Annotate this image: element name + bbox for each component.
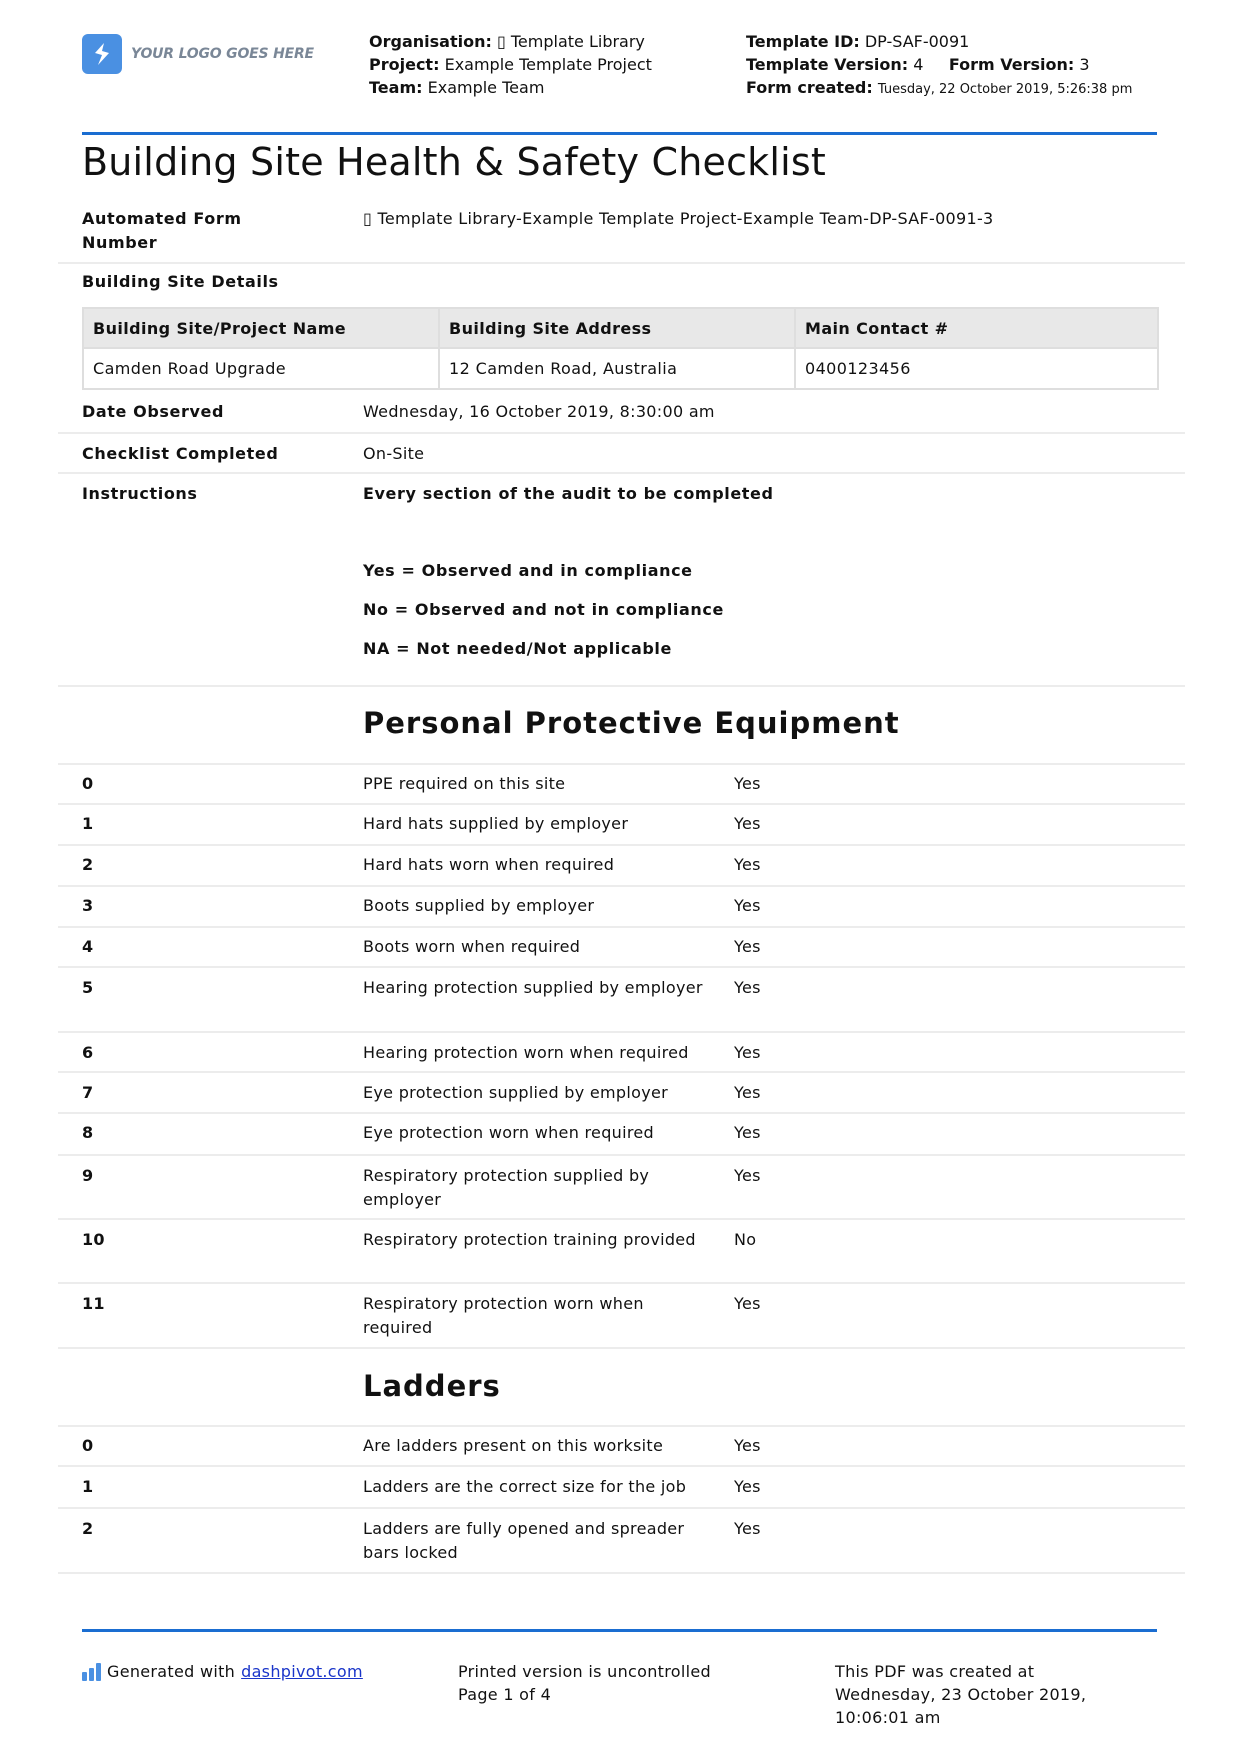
footer-divider: [82, 1629, 1157, 1632]
divider: [58, 844, 1185, 846]
template-version-value: 4: [913, 55, 924, 74]
item-question: Hearing protection supplied by employer: [363, 978, 703, 997]
item-answer: Yes: [734, 1477, 761, 1496]
divider: [58, 262, 1185, 264]
created-line: 10:06:01 am: [835, 1708, 941, 1727]
field-label: Building Site Details: [82, 272, 279, 291]
divider: [58, 1425, 1185, 1427]
organisation-value: Template Library: [510, 32, 645, 51]
item-question: Ladders are fully opened and spreader bars locked: [363, 1519, 685, 1562]
item-question: Eye protection supplied by employer: [363, 1083, 669, 1102]
table-header-row: [83, 308, 1158, 348]
instruction-line: Yes = Observed and in compliance: [363, 561, 693, 580]
divider: [58, 1031, 1185, 1033]
item-answer: Yes: [734, 1043, 761, 1062]
dashpivot-bars-icon: [82, 1663, 101, 1681]
created-line: Wednesday, 23 October 2019,: [835, 1685, 1087, 1704]
item-answer: Yes: [734, 1519, 761, 1538]
item-answer: Yes: [734, 896, 761, 915]
divider: [58, 1572, 1185, 1574]
team-value: Example Team: [427, 78, 545, 97]
divider: [58, 1507, 1185, 1509]
divider: [58, 885, 1185, 887]
table-header-cell: Building Site Address: [439, 308, 795, 348]
table-header-cell: Building Site/Project Name: [83, 308, 439, 348]
template-id-value: DP-SAF-0091: [864, 32, 970, 51]
item-number: 3: [82, 896, 94, 915]
field-value: On-Site: [363, 444, 425, 463]
instruction-line: Every section of the audit to be completed: [363, 484, 774, 503]
item-question: Respiratory protection worn when required: [363, 1294, 644, 1337]
item-answer: Yes: [734, 1294, 761, 1313]
generated-text: Generated with: [107, 1662, 236, 1681]
item-question: PPE required on this site: [363, 774, 566, 793]
field-label: Date Observed: [82, 402, 225, 421]
form-created-label: Form created:: [746, 78, 873, 97]
field-value: Wednesday, 16 October 2019, 8:30:00 am: [363, 402, 715, 421]
form-created-value: Tuesday, 22 October 2019, 5:26:38 pm: [877, 82, 1133, 97]
divider: [58, 1154, 1185, 1156]
item-question: Respiratory protection training provided: [363, 1230, 696, 1249]
divider: [58, 1218, 1185, 1220]
instruction-line: NA = Not needed/Not applicable: [363, 639, 672, 658]
divider: [58, 472, 1185, 474]
item-answer: Yes: [734, 1123, 761, 1142]
item-number: 8: [82, 1123, 94, 1142]
automated-form-number-field: [58, 207, 1185, 255]
item-answer: Yes: [734, 1436, 761, 1455]
item-answer: Yes: [734, 937, 761, 956]
item-answer: Yes: [734, 855, 761, 874]
item-number: 1: [82, 1477, 94, 1496]
item-number: 10: [82, 1230, 105, 1249]
item-answer: Yes: [734, 978, 761, 997]
item-question: Boots worn when required: [363, 937, 581, 956]
instruction-line: No = Observed and not in compliance: [363, 600, 724, 619]
project-value: Example Template Project: [444, 55, 652, 74]
field-label: Automated Form Number: [82, 209, 242, 252]
item-question: Hearing protection worn when required: [363, 1043, 689, 1062]
header-organisation-block: [369, 30, 729, 99]
divider: [58, 685, 1185, 687]
project-label: Project:: [369, 55, 440, 74]
page-number: Page 1 of 4: [458, 1685, 552, 1704]
logo-text: YOUR LOGO GOES HERE: [131, 46, 314, 62]
form-number-icon: ▯: [363, 209, 373, 228]
item-number: 5: [82, 978, 94, 997]
item-number: 2: [82, 1519, 94, 1538]
item-number: 7: [82, 1083, 94, 1102]
form-number-value: Template Library-Example Template Project-Example Team-DP-SAF-0091-3: [377, 209, 994, 228]
table-cell: Camden Road Upgrade: [83, 348, 439, 389]
logo-mark-icon: [82, 34, 122, 74]
item-question: Are ladders present on this worksite: [363, 1436, 664, 1455]
item-answer: Yes: [734, 1166, 761, 1185]
table-header-cell: Main Contact #: [795, 308, 1158, 348]
section-heading-ppe: Personal Protective Equipment: [363, 706, 900, 740]
item-question: Eye protection worn when required: [363, 1123, 654, 1142]
divider: [58, 803, 1185, 805]
organisation-icon: ▯: [496, 32, 506, 51]
table-cell: 0400123456: [795, 348, 1158, 389]
footer-middle: [458, 1660, 788, 1706]
template-version-label: Template Version:: [746, 55, 909, 74]
item-answer: Yes: [734, 814, 761, 833]
dashpivot-link[interactable]: dashpivot.com: [241, 1662, 363, 1681]
item-number: 1: [82, 814, 94, 833]
header-divider: [82, 132, 1157, 135]
field-value: [363, 207, 1123, 231]
item-number: 0: [82, 774, 94, 793]
divider: [58, 1112, 1185, 1114]
site-details-table: [82, 307, 1159, 390]
section-heading-ladders: Ladders: [363, 1369, 501, 1403]
table-cell: 12 Camden Road, Australia: [439, 348, 795, 389]
item-question: Ladders are the correct size for the job: [363, 1477, 687, 1496]
item-number: 6: [82, 1043, 94, 1062]
item-answer: Yes: [734, 774, 761, 793]
divider: [58, 1347, 1185, 1349]
item-number: 0: [82, 1436, 94, 1455]
divider: [58, 1282, 1185, 1284]
item-answer: No: [734, 1230, 757, 1249]
divider: [58, 1071, 1185, 1073]
item-question: Boots supplied by employer: [363, 896, 595, 915]
field-label: Checklist Completed: [82, 444, 279, 463]
organisation-label: Organisation:: [369, 32, 492, 51]
item-number: 11: [82, 1294, 105, 1313]
form-version-value: 3: [1079, 55, 1090, 74]
divider: [58, 1465, 1185, 1467]
field-label: Instructions: [82, 484, 198, 503]
form-version-label: Form Version:: [948, 55, 1075, 74]
divider: [58, 763, 1185, 765]
divider: [58, 926, 1185, 928]
item-answer: Yes: [734, 1083, 761, 1102]
item-number: 4: [82, 937, 94, 956]
item-question: Respiratory protection supplied by employer: [363, 1166, 650, 1209]
footer-created-at: [835, 1660, 1155, 1729]
divider: [58, 432, 1185, 434]
template-id-label: Template ID:: [746, 32, 860, 51]
generated-with: [82, 1660, 363, 1683]
page-header: [82, 28, 1157, 124]
item-number: 2: [82, 855, 94, 874]
divider: [58, 966, 1185, 968]
table-row: [83, 348, 1158, 389]
page-title: Building Site Health & Safety Checklist: [82, 140, 826, 184]
item-question: Hard hats worn when required: [363, 855, 615, 874]
team-label: Team:: [369, 78, 423, 97]
company-logo: [82, 34, 314, 74]
item-number: 9: [82, 1166, 94, 1185]
uncontrolled-notice: Printed version is uncontrolled: [458, 1662, 711, 1681]
item-question: Hard hats supplied by employer: [363, 814, 629, 833]
header-template-block: [746, 30, 1166, 101]
created-line: This PDF was created at: [835, 1662, 1035, 1681]
